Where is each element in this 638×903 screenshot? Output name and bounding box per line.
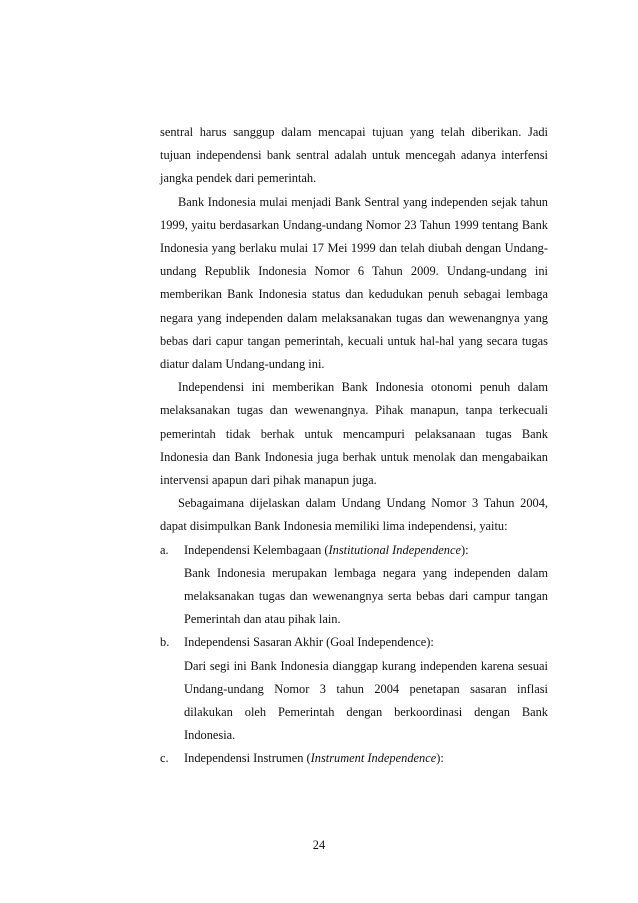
list-item-title [184, 747, 548, 770]
list-item-description: Dari segi ini Bank Indonesia dianggap kurang independen karena sesuai Undang-undang Nomor 3 tahun 2004 penetapan sasaran inflasi dilakukan oleh Pemerintah dengan berkoordinasi dengan Bank Indonesia. [184, 658, 548, 743]
title-italic-text: Instrument Independence [310, 751, 437, 766]
title-end-text: ): [460, 542, 469, 557]
list-item-body [184, 539, 548, 632]
list-item-description: Bank Indonesia merupakan lembaga negara yang independen dalam melaksanakan tugas dan wewenangnya serta bebas dari campur tangan Pemerintah dan atau pihak lain. [184, 565, 548, 627]
title-text: Independensi Kelembagaan ( [184, 542, 329, 557]
paragraph-bank-indonesia-history: Bank Indonesia mulai menjadi Bank Sentral yang independen sejak tahun 1999, yaitu berdasarkan Undang-undang Nomor 23 Tahun 1999 tentang Bank Indonesia yang berlaku mulai 17 Mei 1999 dan telah diubah dengan Undang-undang Republik Indonesia Nomor 6 Tahun 2009. Undang-undang ini memberikan Bank Indonesia status dan kedudukan penuh sebagai lembaga negara yang independen dalam melaksanakan tugas dan wewenangnya yang bebas dari capur tangan pemerintah, kecuali untuk hal-hal yang secara tugas diatur dalam Undang-undang ini. [160, 194, 548, 372]
list-item-instrument [160, 747, 548, 770]
list-item-body [184, 631, 548, 747]
list-marker: c. [160, 751, 169, 766]
list-marker: a. [160, 542, 169, 557]
list-item-institutional [160, 539, 548, 632]
title-italic-text: Institutional Independence [328, 542, 461, 557]
page-number: 24 [312, 838, 326, 852]
list-item-title: Independensi Sasaran Akhir (Goal Independence): [184, 635, 434, 650]
paragraph-autonomy: Independensi ini memberikan Bank Indonesia otonomi penuh dalam melaksanakan tugas dan wewenangnya. Pihak manapun, tanpa terkecuali pemerintah tidak berhak untuk mencampuri pelaksanaan tugas Bank Indonesia dan Bank Indonesia juga berhak untuk menolak dan mengabaikan intervensi apapun dari pihak manapun juga. [160, 380, 548, 488]
title-end-text: ): [436, 751, 444, 766]
paragraph-five-independences-intro: Sebagaimana dijelaskan dalam Undang Undang Nomor 3 Tahun 2004, dapat disimpulkan Bank Indonesia memiliki lima independensi, yaitu: [160, 496, 548, 534]
list-item-title [184, 539, 548, 562]
title-text: Independensi Instrumen ( [184, 751, 311, 766]
paragraph-continuation: sentral harus sanggup dalam mencapai tujuan yang telah diberikan. Jadi tujuan independensi bank sentral adalah untuk mencegah adanya interfensi jangka pendek dari pemerintah. [160, 125, 548, 186]
body-text [160, 121, 548, 771]
list-item-goal [160, 631, 548, 747]
list-item-body [184, 747, 548, 770]
list-marker: b. [160, 635, 170, 650]
